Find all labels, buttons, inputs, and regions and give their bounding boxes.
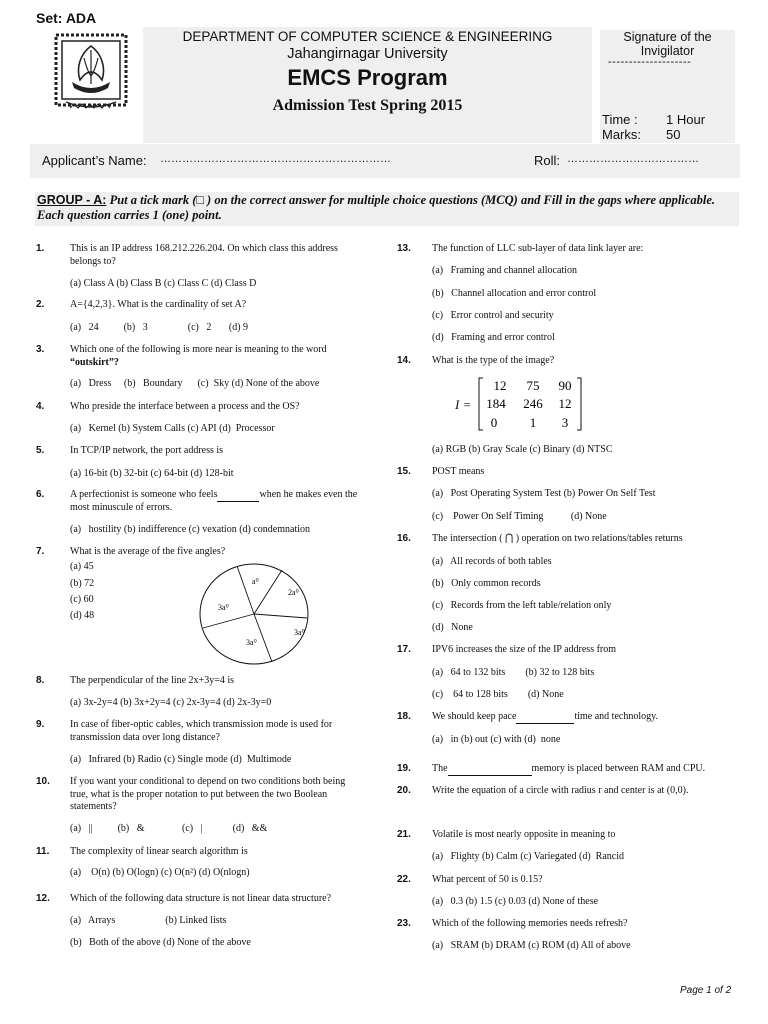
q23-options: (a) SRAM (b) DRAM (c) ROM (d) All of above [432, 940, 631, 951]
q1-options: (a) Class A (b) Class B (c) Class C (d) Class D [70, 278, 257, 289]
q13-number: 13. [397, 243, 411, 254]
q17-text: IPV6 increases the size of the IP address from [432, 644, 617, 655]
exam-header [143, 27, 592, 143]
q23-number: 23. [397, 918, 411, 929]
matrix-cell: 75 [526, 378, 540, 393]
group-a-text [37, 193, 737, 223]
q11-opt-prefix: (a) [70, 867, 82, 878]
q19-text-pre: The [432, 763, 448, 774]
q9-text: In case of fiber-optic cables, which transmission mode is used for transmission data over long distance? [70, 719, 333, 743]
q19-number: 19. [397, 763, 411, 774]
q21-number: 21. [397, 829, 411, 840]
q12-number: 12. [36, 893, 50, 904]
set-label: Set: ADA [36, 10, 97, 26]
q3-word: “outskirt”? [70, 356, 119, 368]
q4-number: 4. [36, 401, 45, 412]
q16-option-d: (d) None [432, 622, 473, 633]
q11-options [70, 867, 250, 880]
time-marks [602, 112, 705, 142]
q22-text: What percent of 50 is 0.15? [432, 874, 543, 885]
q7-pie-diagram [198, 562, 310, 666]
matrix-cell: 12 [493, 378, 507, 393]
q7-angle-label: a⁰ [252, 577, 259, 586]
q2-number: 2. [36, 299, 45, 310]
q11-option-b: O(logn) (c) [126, 867, 175, 878]
q6-text-pre: A perfectionist is someone who feels [70, 489, 218, 500]
q3-text [70, 344, 370, 369]
signature-label: Signature of the Invigilator [623, 30, 712, 58]
q19-text [432, 763, 705, 776]
marks-label: Marks: [602, 127, 641, 142]
q13-option-d: (d) Framing and error control [432, 332, 555, 343]
q10-text: If you want your conditional to depend on two conditions both being true, what is the proper notation to put between the two Boolean statements? [70, 776, 346, 812]
q1-number: 1. [36, 243, 45, 254]
q21-options: (a) Flighty (b) Calm (c) Variegated (d) Rancid [432, 851, 624, 862]
invigilator-box [600, 30, 735, 143]
q13-option-a: (a) Framing and channel allocation [432, 265, 577, 276]
q2-text: A={4,2,3}. What is the cardinality of set A? [70, 299, 247, 310]
program-title: EMCS Program [287, 65, 448, 90]
q16-option-a: (a) All records of both tables [432, 556, 552, 567]
q7-option-a: (a) 45 [70, 561, 94, 572]
matrix-cell: 184 [486, 396, 506, 411]
q7-option-d: (d) 48 [70, 610, 95, 621]
q11-number: 11. [36, 846, 50, 857]
applicant-row [30, 144, 740, 178]
q20-number: 20. [397, 785, 411, 796]
q6-text [70, 489, 360, 514]
q18-options: (a) in (b) out (c) with (d) none [432, 734, 561, 745]
q12-options-2: (b) Both of the above (d) None of the above [70, 937, 251, 948]
q9-options: (a) Infrared (b) Radio (c) Single mode (d) Multimode [70, 754, 292, 765]
q10-options: (a) || (b) & (c) | (d) && [70, 823, 268, 834]
q15-options-2: (c) Power On Self Timing (d) None [432, 511, 607, 522]
q21-text: Volatile is most nearly opposite in meaning to [432, 829, 616, 840]
q7-option-c: (c) 60 [70, 594, 94, 605]
q13-option-c: (c) Error control and security [432, 310, 554, 321]
q23-text: Which of the following memories needs refresh? [432, 918, 628, 929]
department-name: DEPARTMENT OF COMPUTER SCIENCE & ENGINEERING [182, 29, 553, 44]
applicant-name-label: Applicant’s Name: [42, 153, 147, 168]
q10-number: 10. [36, 776, 50, 787]
q7-text: What is the average of the five angles? [70, 546, 226, 557]
q14-matrix [476, 376, 586, 432]
matrix-cell: 0 [490, 415, 498, 430]
q8-options: (a) 3x-2y=4 (b) 3x+2y=4 (c) 2x-3y=4 (d) 2x-3y=0 [70, 697, 272, 708]
q1-text: This is an IP address 168.212.226.204. On which class this address belongs to? [70, 243, 338, 267]
q15-options-1: (a) Post Operating System Test (b) Power On Self Test [432, 488, 656, 499]
q14-matrix-var: I = [455, 397, 472, 412]
signature-line: -------------------- [608, 56, 692, 68]
q7-option-b: (b) 72 [70, 578, 95, 589]
matrix-cell: 90 [558, 378, 572, 393]
group-a-instructions [35, 192, 739, 226]
q7-number: 7. [36, 546, 45, 557]
q7-angle-label: 2a⁰ [288, 588, 299, 597]
q3-options: (a) Dress (b) Boundary (c) Sky (d) None of the above [70, 378, 320, 389]
q18-text-pre: We should keep pace [432, 711, 517, 722]
roll-field[interactable]: ……………………………… [567, 153, 699, 165]
university-name: Jahangirnagar University [287, 46, 448, 62]
q19-blank [448, 775, 532, 776]
q5-number: 5. [36, 445, 45, 456]
q16-text: The intersection ( ⋂ ) operation on two relations/tables returns [432, 533, 683, 544]
q14-options: (a) RGB (b) Gray Scale (c) Binary (d) NTSC [432, 444, 613, 455]
q14-text: What is the type of the image? [432, 355, 555, 366]
q16-option-b: (b) Only common records [432, 578, 541, 589]
roll-label: Roll: [534, 153, 561, 168]
q16-option-c: (c) Records from the left table/relation only [432, 600, 612, 611]
q3-text-pre: Which one of the following is more near is meaning to the word [70, 344, 327, 355]
time-label: Time : [602, 112, 638, 127]
q15-number: 15. [397, 466, 411, 477]
q7-angle-label: 3a⁰ [218, 603, 229, 612]
q18-number: 18. [397, 711, 411, 722]
q17-number: 17. [397, 644, 411, 655]
time-value: 1 Hour [666, 112, 706, 127]
q11-option-a: O(n) (b) [91, 867, 127, 878]
marks-value: 50 [666, 127, 681, 142]
matrix-cell: 246 [523, 396, 543, 411]
q17-options-2: (c) 64 to 128 bits (d) None [432, 689, 564, 700]
page-number: Page 1 of 2 [680, 985, 732, 996]
q4-options: (a) Kernel (b) System Calls (c) API (d) Processor [70, 423, 275, 434]
matrix-cell: 3 [561, 415, 569, 430]
q14-number: 14. [397, 355, 411, 366]
q4-text: Who preside the interface between a process and the OS? [70, 401, 300, 412]
group-label: GROUP - A: [37, 193, 107, 207]
q22-number: 22. [397, 874, 411, 885]
q8-number: 8. [36, 675, 45, 686]
q13-option-b: (b) Channel allocation and error control [432, 288, 597, 299]
matrix-cell: 12 [558, 396, 572, 411]
q11-text: The complexity of linear search algorithm is [70, 846, 248, 857]
q16-number: 16. [397, 533, 411, 544]
matrix-cell: 1 [529, 415, 537, 430]
q13-text: The function of LLC sub-layer of data link layer are: [432, 243, 644, 254]
university-logo-icon [50, 32, 132, 114]
q22-options: (a) 0.3 (b) 1.5 (c) 0.03 (d) None of these [432, 896, 599, 907]
exam-title: Admission Test Spring 2015 [272, 97, 463, 114]
q17-options-1: (a) 64 to 132 bits (b) 32 to 128 bits [432, 667, 595, 678]
q18-text-post: time and technology. [574, 711, 658, 722]
q12-text: Which of the following data structure is not linear data structure? [70, 893, 332, 904]
q2-options: (a) 24 (b) 3 (c) 2 (d) 9 [70, 322, 249, 333]
q12-options-1: (a) Arrays (b) Linked lists [70, 915, 227, 926]
q6-text-post: when he makes even the most minuscule of errors. [70, 489, 358, 513]
q6-blank [217, 501, 259, 502]
q11-option-d: O(nlogn) [212, 867, 250, 878]
q5-text: In TCP/IP network, the port address is [70, 445, 224, 456]
q7-angle-label: 3a⁰ [246, 638, 257, 647]
q9-number: 9. [36, 719, 45, 730]
q3-number: 3. [36, 344, 45, 355]
q15-text: POST means [432, 466, 485, 477]
q8-text: The perpendicular of the line 2x+3y=4 is [70, 675, 235, 686]
group-instructions: Put a tick mark (□ ) on the correct answer for multiple choice questions (MCQ) and Fill in the gaps where applicable. Each question carries 1 (one) point. [37, 193, 716, 222]
q18-blank [516, 723, 574, 724]
q11-option-c: O(n²) (d) [174, 867, 213, 878]
q6-options: (a) hostility (b) indifference (c) vexation (d) condemnation [70, 524, 311, 535]
q18-text [432, 711, 658, 724]
q5-options: (a) 16-bit (b) 32-bit (c) 64-bit (d) 128-bit [70, 468, 234, 479]
q6-number: 6. [36, 489, 45, 500]
q20-text: Write the equation of a circle with radius r and center is at (0,0). [432, 785, 689, 796]
applicant-name-field[interactable]: ……………………………………………………… [160, 153, 391, 165]
q19-text-post: memory is placed between RAM and CPU. [531, 763, 706, 774]
q7-angle-label: 3a⁰ [294, 628, 305, 637]
